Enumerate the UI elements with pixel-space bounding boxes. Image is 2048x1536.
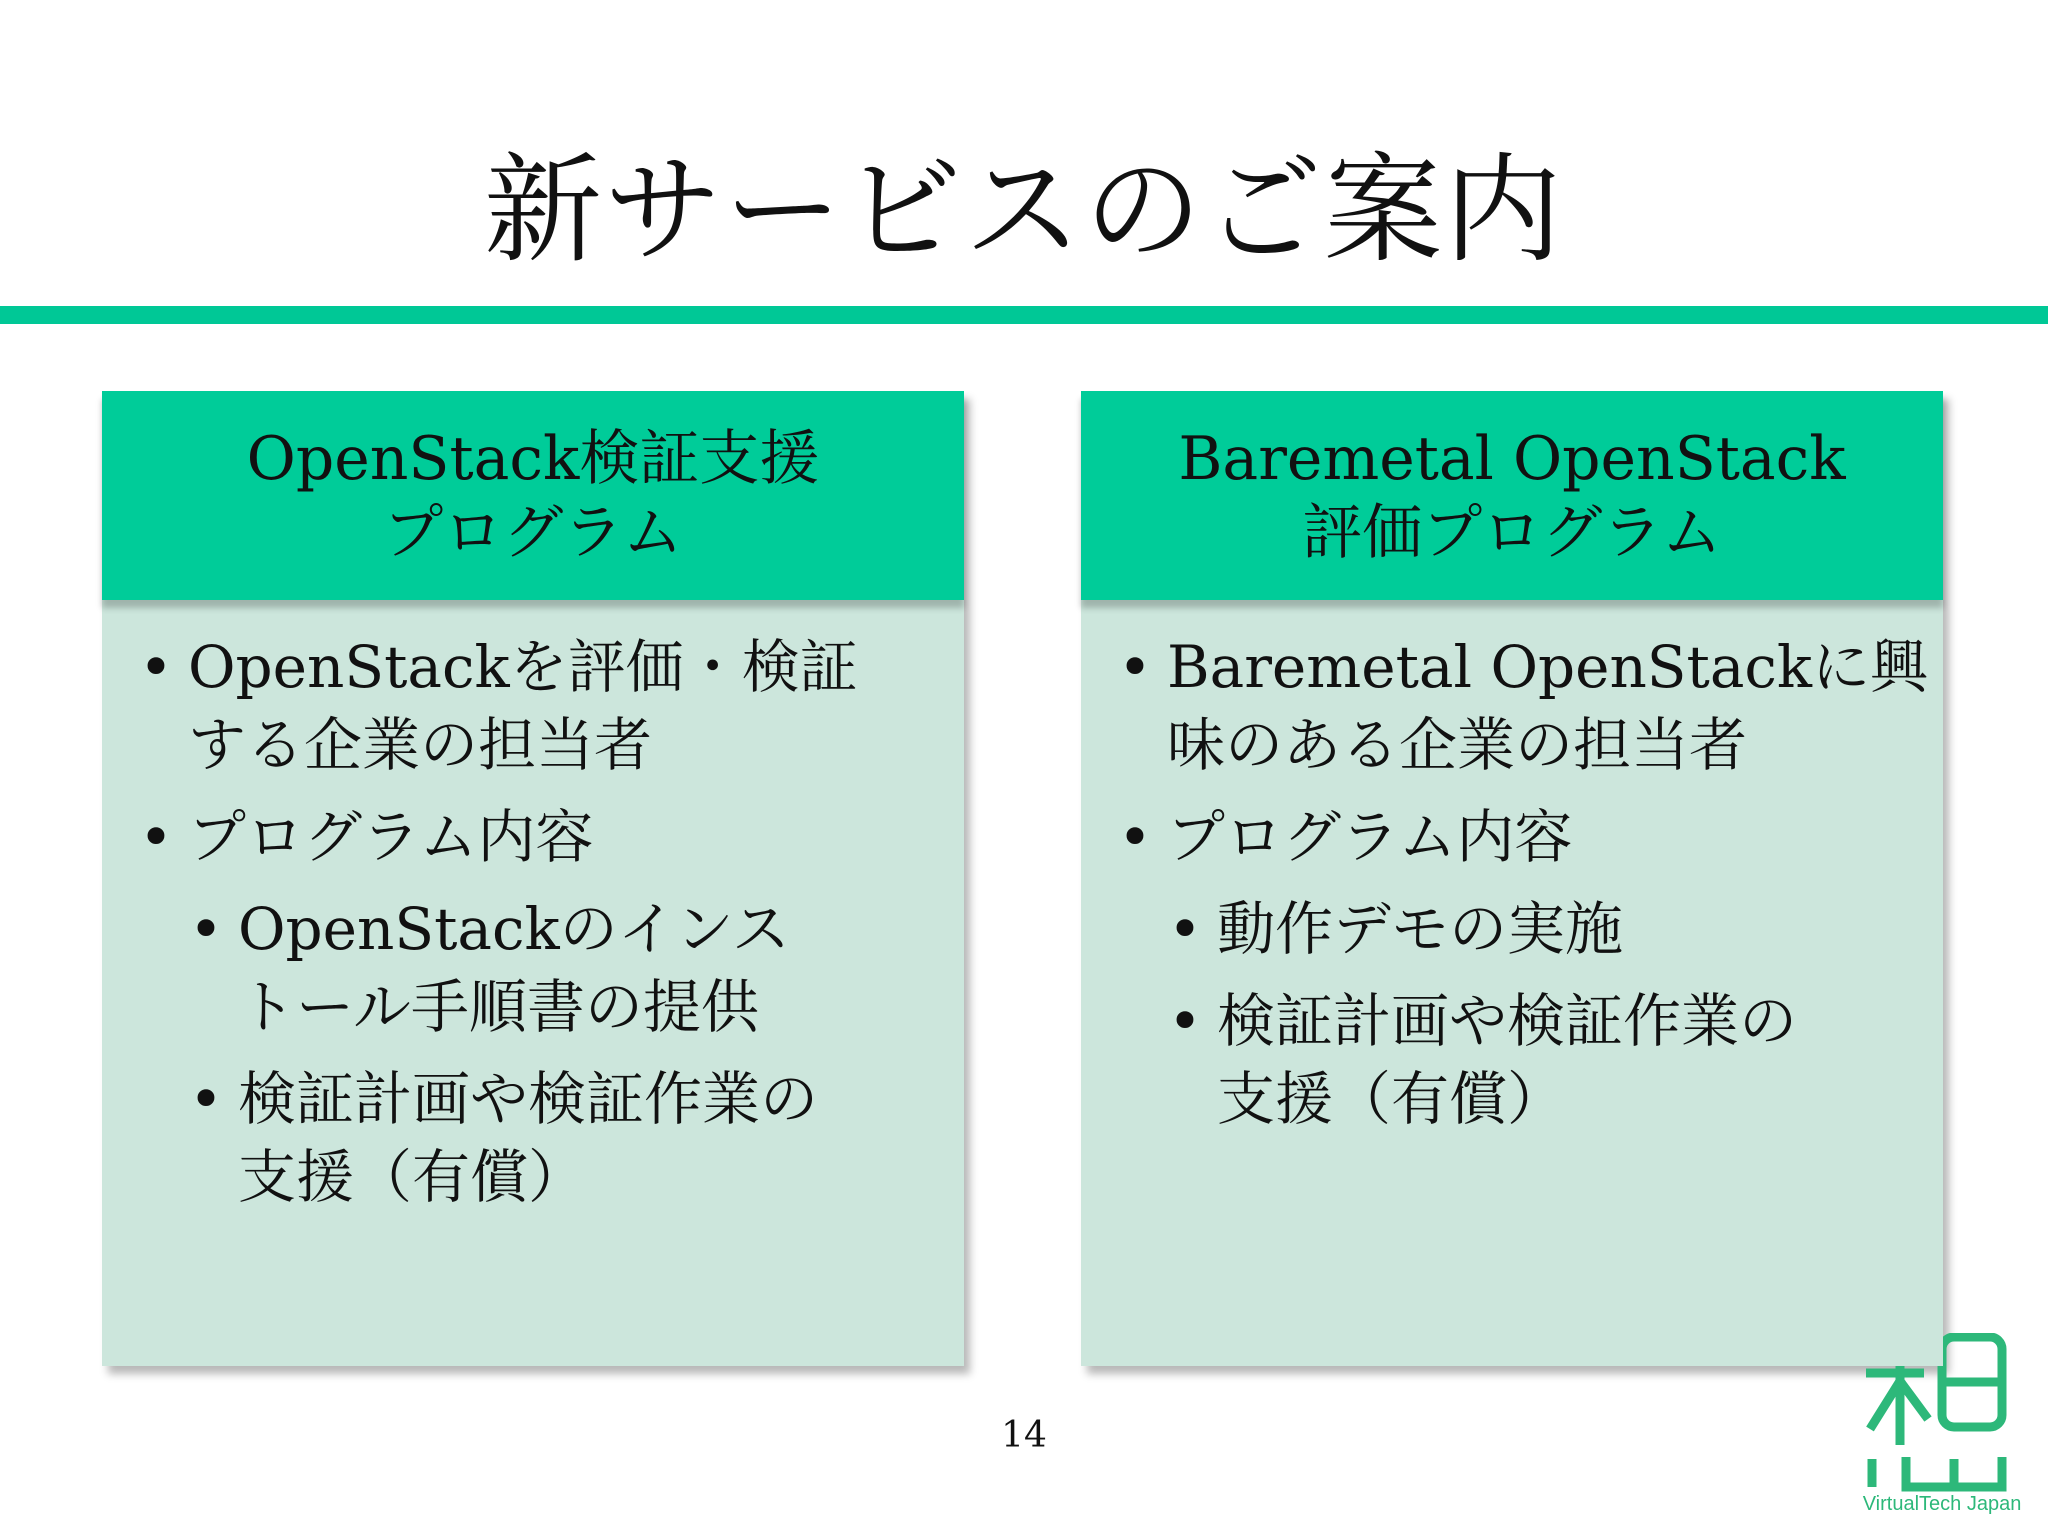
bullet-text: [238, 1060, 952, 1216]
sub-bullet-item: [182, 1060, 952, 1216]
card-header: [1081, 391, 1943, 600]
logo-text: VirtualTech Japan: [1862, 1493, 2022, 1515]
program-card-baremetal: [1081, 391, 1943, 1366]
bullet-text: [1217, 982, 1931, 1138]
page-number: 14: [1001, 1415, 1047, 1456]
title-divider: [0, 306, 2048, 324]
bullet-marker: •: [138, 633, 174, 701]
bullet-line: Baremetal OpenStackに興: [1167, 633, 1929, 701]
sub-bullet-item: [1161, 890, 1931, 968]
bullet-text: [188, 628, 952, 784]
bullet-line: 検証計画や検証作業の: [1217, 987, 1798, 1055]
card-header: [102, 391, 964, 600]
bullet-line: 支援（有償）: [238, 1143, 587, 1211]
bullet-line: OpenStackのインス: [238, 895, 790, 963]
bullet-item: [132, 628, 952, 784]
bullet-line: 検証計画や検証作業の: [238, 1065, 819, 1133]
bullet-line: トール手順書の提供: [238, 973, 759, 1041]
bullet-line: プログラム内容: [1167, 803, 1573, 871]
bullet-list: [1111, 628, 1931, 1152]
card-title-line: 評価プログラム: [1302, 497, 1722, 568]
card-title-line: Baremetal OpenStack: [1178, 423, 1846, 494]
bullet-marker: •: [1117, 803, 1153, 871]
bullet-marker: •: [1167, 987, 1203, 1055]
bullet-text: [188, 798, 952, 876]
bullet-line: プログラム内容: [188, 803, 594, 871]
bullet-text: [1167, 628, 1931, 784]
bullet-marker: •: [138, 803, 174, 871]
bullet-line: 支援（有償）: [1217, 1065, 1566, 1133]
card-body: [1081, 600, 1943, 1366]
card-title-line: OpenStack検証支援: [246, 423, 820, 494]
bullet-list: [132, 628, 952, 1230]
bullet-marker: •: [1167, 895, 1203, 963]
bullet-line: 動作デモの実施: [1217, 895, 1624, 963]
bullet-line: する企業の担当者: [188, 711, 653, 779]
bullet-marker: •: [188, 1065, 224, 1133]
bullet-item: [1111, 628, 1931, 784]
bullet-marker: •: [188, 895, 224, 963]
card-body: [102, 600, 964, 1366]
bullet-text: [1167, 798, 1931, 876]
slide-title: 新サービスのご案内: [483, 141, 1564, 279]
bullet-text: [238, 890, 952, 1046]
program-card-openstack: [102, 391, 964, 1366]
bullet-item: [1111, 798, 1931, 876]
bullet-text: [1217, 890, 1931, 968]
bullet-line: 味のある企業の担当者: [1167, 711, 1748, 779]
bullet-item: [132, 798, 952, 876]
sub-bullet-item: [1161, 982, 1931, 1138]
card-title-line: プログラム: [383, 497, 683, 568]
bullet-line: OpenStackを評価・検証: [188, 633, 858, 701]
sub-bullet-item: [182, 890, 952, 1046]
bullet-marker: •: [1117, 633, 1153, 701]
